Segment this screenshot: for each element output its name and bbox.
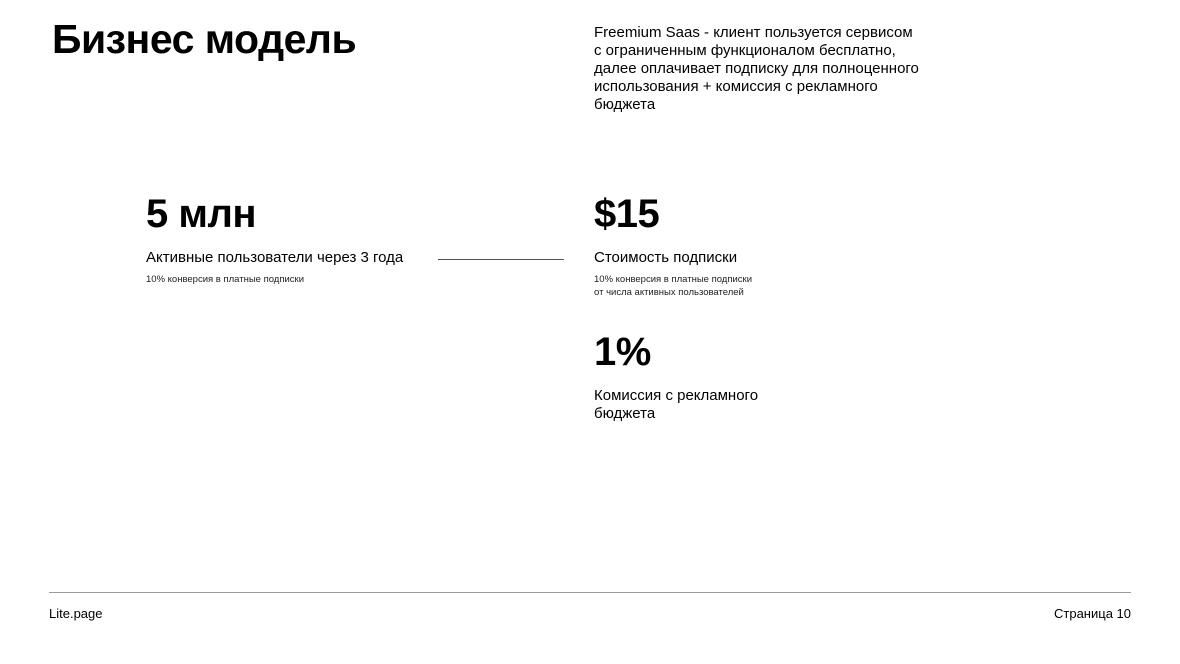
footer-brand: Lite.page — [49, 606, 103, 621]
metric-note-line: 10% конверсия в платные подписки — [594, 274, 753, 285]
metric-value: 5 млн — [146, 192, 257, 236]
footer-divider — [49, 592, 1131, 593]
description-line: использования + комиссия с рекламного — [594, 78, 878, 95]
metric-label-line: Активные пользователи через 3 года — [146, 249, 404, 266]
description-line: бюджета — [594, 96, 656, 113]
metric-subscription-price — [594, 192, 752, 299]
metric-label — [146, 249, 403, 267]
metric-active-users — [146, 192, 403, 286]
description-line: Freemium Saas - клиент пользуется сервисом — [594, 24, 913, 41]
metric-label — [594, 249, 752, 267]
metric-label-line: бюджета — [594, 405, 656, 422]
metric-value: $15 — [594, 192, 660, 236]
business-model-description — [594, 24, 954, 114]
metric-label-line: Комиссия с рекламного — [594, 387, 759, 404]
metric-note-line: от числа активных пользователей — [594, 287, 744, 298]
connector-line — [438, 259, 564, 260]
metric-note — [594, 273, 752, 299]
description-line: с ограниченным функционалом бесплатно, — [594, 42, 896, 59]
metric-label-line: Стоимость подписки — [594, 249, 738, 266]
metric-label — [594, 387, 758, 423]
metric-ad-commission — [594, 330, 758, 423]
page-title: Бизнес модель — [52, 16, 357, 62]
metric-value: 1% — [594, 330, 651, 374]
metric-note-line: 10% конверсия в платные подписки — [146, 274, 305, 285]
description-line: далее оплачивает подписку для полноценного — [594, 60, 919, 77]
metric-note — [146, 273, 403, 286]
page-number: Страница 10 — [1054, 606, 1131, 621]
